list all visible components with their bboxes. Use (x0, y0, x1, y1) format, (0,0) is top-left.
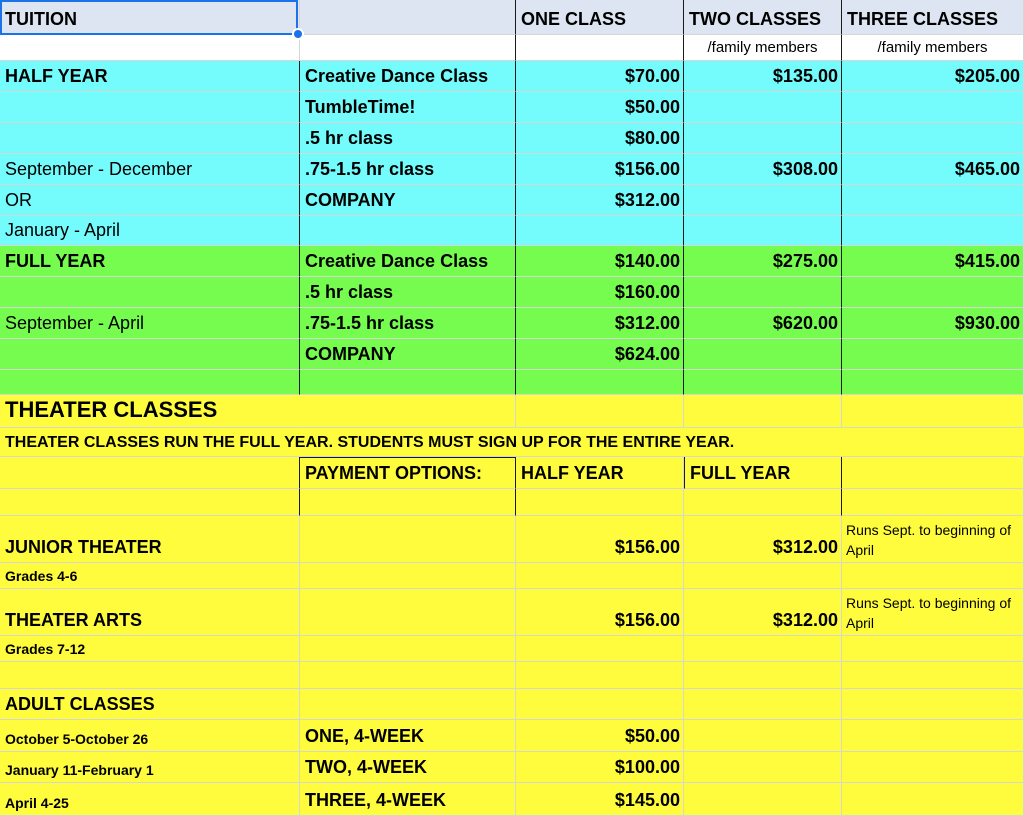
table-row (0, 308, 1024, 339)
tuition-title: TUITION (5, 9, 77, 29)
subheader-row (0, 35, 1024, 61)
cell-price-one[interactable] (516, 123, 684, 154)
cell-class-name[interactable] (300, 308, 516, 339)
cell-price-two[interactable] (684, 61, 842, 92)
cell-empty[interactable] (300, 662, 516, 689)
class-name: COMPANY (305, 344, 396, 364)
price-one: $160.00 (614, 282, 680, 302)
cell-junior-full[interactable] (684, 516, 842, 563)
header-row (0, 0, 1024, 35)
cell-empty[interactable] (684, 636, 842, 662)
cell-date-range[interactable] (0, 216, 300, 246)
family-note-two: /family members (707, 39, 818, 56)
arts-grades: Grades 7-12 (5, 641, 86, 657)
adult-dates: January 11-February 1 (5, 762, 154, 778)
half-year-or: OR (5, 190, 32, 210)
adult-price: $145.00 (614, 790, 680, 810)
cell-empty[interactable] (300, 563, 516, 589)
cell-empty[interactable] (516, 395, 684, 428)
table-row (0, 636, 1024, 662)
cell-price-two[interactable] (684, 92, 842, 123)
theater-arts-name: THEATER ARTS (5, 610, 142, 630)
cell-price-two[interactable] (684, 246, 842, 277)
half-year-range-2: January - April (5, 220, 121, 240)
cell-empty[interactable] (684, 783, 842, 816)
cell-empty[interactable] (516, 489, 684, 516)
cell-empty[interactable] (684, 395, 842, 428)
price-three: $465.00 (954, 159, 1020, 179)
price-three: $205.00 (954, 66, 1020, 86)
cell-empty[interactable] (0, 339, 300, 370)
adult-price: $50.00 (624, 726, 680, 746)
cell-price-two[interactable] (684, 154, 842, 185)
cell-empty[interactable] (684, 489, 842, 516)
cell-class-name[interactable] (300, 154, 516, 185)
cell-empty[interactable] (516, 563, 684, 589)
cell-price-three[interactable] (842, 308, 1024, 339)
cell-theater-notice[interactable] (0, 428, 1024, 457)
cell-empty[interactable] (842, 489, 1024, 516)
class-name: Creative Dance Class (305, 66, 489, 86)
table-row (0, 185, 1024, 216)
cell-empty[interactable] (0, 277, 300, 308)
adult-option: TWO, 4-WEEK (305, 757, 427, 777)
cell-price-one[interactable] (516, 308, 684, 339)
cell-empty[interactable] (300, 636, 516, 662)
class-name: .5 hr class (305, 128, 394, 148)
cell-empty[interactable] (684, 370, 842, 395)
cell-arts-note[interactable] (842, 589, 1024, 636)
cell-class-name[interactable] (300, 61, 516, 92)
price-one: $70.00 (624, 66, 680, 86)
cell-adult-price[interactable] (516, 720, 684, 752)
cell-empty[interactable] (516, 689, 684, 720)
cell-empty[interactable] (300, 0, 516, 35)
cell-empty[interactable] (0, 92, 300, 123)
cell-theater-arts[interactable] (0, 589, 300, 636)
cell-tuition-title[interactable] (0, 0, 300, 35)
table-row (0, 662, 1024, 689)
class-name: TumbleTime! (305, 97, 416, 117)
price-one: $312.00 (614, 190, 680, 210)
cell-price-three[interactable] (842, 123, 1024, 154)
cell-price-three[interactable] (842, 92, 1024, 123)
col-three-header: THREE CLASSES (847, 9, 999, 29)
cell-theater-title[interactable] (0, 395, 300, 428)
cell-col-three[interactable] (842, 0, 1024, 35)
cell-arts-full[interactable] (684, 589, 842, 636)
cell-half-year-label[interactable] (0, 61, 300, 92)
cell-empty[interactable] (842, 395, 1024, 428)
cell-adult-price[interactable] (516, 783, 684, 816)
class-name: Creative Dance Class (305, 251, 489, 271)
cell-price-two[interactable] (684, 277, 842, 308)
table-row (0, 123, 1024, 154)
cell-price-three[interactable] (842, 339, 1024, 370)
cell-family-three[interactable] (842, 35, 1024, 61)
junior-full-price: $312.00 (772, 537, 838, 557)
cell-empty[interactable] (300, 516, 516, 563)
cell-col-two[interactable] (684, 0, 842, 35)
table-row (0, 563, 1024, 589)
table-row (0, 370, 1024, 395)
cell-empty[interactable] (842, 720, 1024, 752)
adult-price: $100.00 (614, 757, 680, 777)
cell-empty[interactable] (0, 35, 300, 61)
cell-junior-theater[interactable] (0, 516, 300, 563)
table-row (0, 752, 1024, 783)
table-row (0, 395, 1024, 428)
price-one: $312.00 (614, 313, 680, 333)
cell-class-name[interactable] (300, 277, 516, 308)
theater-title: THEATER CLASSES (5, 397, 218, 422)
full-year-label: FULL YEAR (5, 251, 106, 271)
half-year-range-1: September - December (5, 159, 193, 179)
cell-adult-price[interactable] (516, 752, 684, 783)
cell-empty[interactable] (842, 752, 1024, 783)
cell-price-three[interactable] (842, 61, 1024, 92)
table-row (0, 277, 1024, 308)
cell-class-name[interactable] (300, 339, 516, 370)
cell-class-name[interactable] (300, 185, 516, 216)
cell-empty[interactable] (516, 216, 684, 246)
arts-note: Runs Sept. to beginning of April (846, 595, 1012, 631)
cell-empty[interactable] (684, 720, 842, 752)
cell-adult-dates[interactable] (0, 783, 300, 816)
cell-price-one[interactable] (516, 246, 684, 277)
class-name: .75-1.5 hr class (305, 313, 435, 333)
cell-junior-half[interactable] (516, 516, 684, 563)
price-three: $415.00 (954, 251, 1020, 271)
theater-half-year-header: HALF YEAR (521, 463, 624, 483)
cell-empty[interactable] (684, 662, 842, 689)
cell-empty[interactable] (842, 457, 1024, 489)
table-row (0, 339, 1024, 370)
table-row (0, 589, 1024, 636)
cell-price-three[interactable] (842, 246, 1024, 277)
cell-empty[interactable] (516, 35, 684, 61)
arts-half-price: $156.00 (614, 610, 680, 630)
cell-empty[interactable] (300, 216, 516, 246)
cell-empty[interactable] (0, 662, 300, 689)
junior-half-price: $156.00 (614, 537, 680, 557)
cell-price-one[interactable] (516, 277, 684, 308)
cell-junior-grades[interactable] (0, 563, 300, 589)
cell-empty[interactable] (0, 370, 300, 395)
table-row (0, 489, 1024, 516)
cell-empty[interactable] (684, 216, 842, 246)
price-three: $930.00 (954, 313, 1020, 333)
col-one-header: ONE CLASS (521, 9, 627, 29)
cell-payment-options[interactable] (300, 457, 516, 489)
cell-adult-option[interactable] (300, 720, 516, 752)
cell-price-one[interactable] (516, 154, 684, 185)
theater-notice: THEATER CLASSES RUN THE FULL YEAR. STUDENTS MUST SIGN UP FOR THE ENTIRE YEAR. (5, 434, 735, 451)
cell-empty[interactable] (516, 662, 684, 689)
adult-option: ONE, 4-WEEK (305, 726, 425, 746)
table-row (0, 92, 1024, 123)
cell-full-year-header[interactable] (684, 457, 842, 489)
cell-full-year-label[interactable] (0, 246, 300, 277)
cell-empty[interactable] (0, 489, 300, 516)
half-year-label: HALF YEAR (5, 66, 108, 86)
junior-theater-name: JUNIOR THEATER (5, 537, 162, 557)
table-row (0, 689, 1024, 720)
class-name: .75-1.5 hr class (305, 159, 435, 179)
theater-full-year-header: FULL YEAR (690, 463, 791, 483)
cell-price-two[interactable] (684, 308, 842, 339)
table-row (0, 61, 1024, 92)
cell-empty[interactable] (842, 370, 1024, 395)
table-row (0, 154, 1024, 185)
price-two: $275.00 (772, 251, 838, 271)
cell-price-two[interactable] (684, 185, 842, 216)
table-row (0, 516, 1024, 563)
adult-dates: April 4-25 (5, 795, 69, 811)
cell-empty[interactable] (300, 689, 516, 720)
cell-adult-title[interactable] (0, 689, 300, 720)
price-one: $80.00 (624, 128, 680, 148)
cell-half-year-header[interactable] (516, 457, 684, 489)
cell-price-two[interactable] (684, 123, 842, 154)
table-row (0, 720, 1024, 752)
cell-empty[interactable] (842, 689, 1024, 720)
adult-option: THREE, 4-WEEK (305, 790, 447, 810)
cell-empty[interactable] (684, 563, 842, 589)
cell-junior-note[interactable] (842, 516, 1024, 563)
col-two-header: TWO CLASSES (689, 9, 822, 29)
cell-empty[interactable] (0, 457, 300, 489)
table-row (0, 783, 1024, 816)
class-name: .5 hr class (305, 282, 394, 302)
cell-empty[interactable] (684, 689, 842, 720)
payment-options-label: PAYMENT OPTIONS: (305, 463, 483, 483)
cell-empty[interactable] (684, 752, 842, 783)
cell-price-one[interactable] (516, 185, 684, 216)
cell-empty[interactable] (300, 370, 516, 395)
full-year-range: September - April (5, 313, 145, 333)
cell-price-three[interactable] (842, 154, 1024, 185)
cell-class-name[interactable] (300, 246, 516, 277)
cell-family-two[interactable] (684, 35, 842, 61)
cell-adult-option[interactable] (300, 752, 516, 783)
cell-col-one[interactable] (516, 0, 684, 35)
family-note-three: /family members (877, 39, 988, 56)
price-one: $624.00 (614, 344, 680, 364)
cell-arts-grades[interactable] (0, 636, 300, 662)
cell-price-one[interactable] (516, 61, 684, 92)
cell-adult-dates[interactable] (0, 752, 300, 783)
cell-empty[interactable] (300, 395, 516, 428)
table-row (0, 246, 1024, 277)
adult-dates: October 5-October 26 (5, 731, 149, 747)
arts-full-price: $312.00 (772, 610, 838, 630)
cell-price-two[interactable] (684, 339, 842, 370)
price-two: $308.00 (772, 159, 838, 179)
cell-date-range[interactable] (0, 308, 300, 339)
cell-empty[interactable] (300, 35, 516, 61)
cell-date-range[interactable] (0, 154, 300, 185)
cell-empty[interactable] (300, 489, 516, 516)
cell-empty[interactable] (842, 563, 1024, 589)
table-row (0, 216, 1024, 246)
cell-adult-option[interactable] (300, 783, 516, 816)
cell-price-one[interactable] (516, 339, 684, 370)
cell-empty[interactable] (516, 636, 684, 662)
cell-empty[interactable] (842, 636, 1024, 662)
price-one: $140.00 (614, 251, 680, 271)
cell-empty[interactable] (842, 216, 1024, 246)
cell-arts-half[interactable] (516, 589, 684, 636)
cell-empty[interactable] (300, 589, 516, 636)
cell-empty[interactable] (516, 370, 684, 395)
cell-empty[interactable] (842, 783, 1024, 816)
cell-empty[interactable] (0, 123, 300, 154)
fill-handle[interactable] (292, 28, 304, 40)
price-one: $156.00 (614, 159, 680, 179)
cell-empty[interactable] (842, 662, 1024, 689)
cell-class-name[interactable] (300, 92, 516, 123)
class-name: COMPANY (305, 190, 396, 210)
junior-grades: Grades 4-6 (5, 568, 78, 584)
adult-classes-title: ADULT CLASSES (5, 694, 155, 714)
price-two: $620.00 (772, 313, 838, 333)
cell-price-three[interactable] (842, 185, 1024, 216)
price-two: $135.00 (772, 66, 838, 86)
cell-price-one[interactable] (516, 92, 684, 123)
cell-class-name[interactable] (300, 123, 516, 154)
table-row (0, 428, 1024, 457)
table-row (0, 457, 1024, 489)
cell-adult-dates[interactable] (0, 720, 300, 752)
price-one: $50.00 (624, 97, 680, 117)
junior-note: Runs Sept. to beginning of April (846, 522, 1012, 558)
cell-price-three[interactable] (842, 277, 1024, 308)
cell-or[interactable] (0, 185, 300, 216)
